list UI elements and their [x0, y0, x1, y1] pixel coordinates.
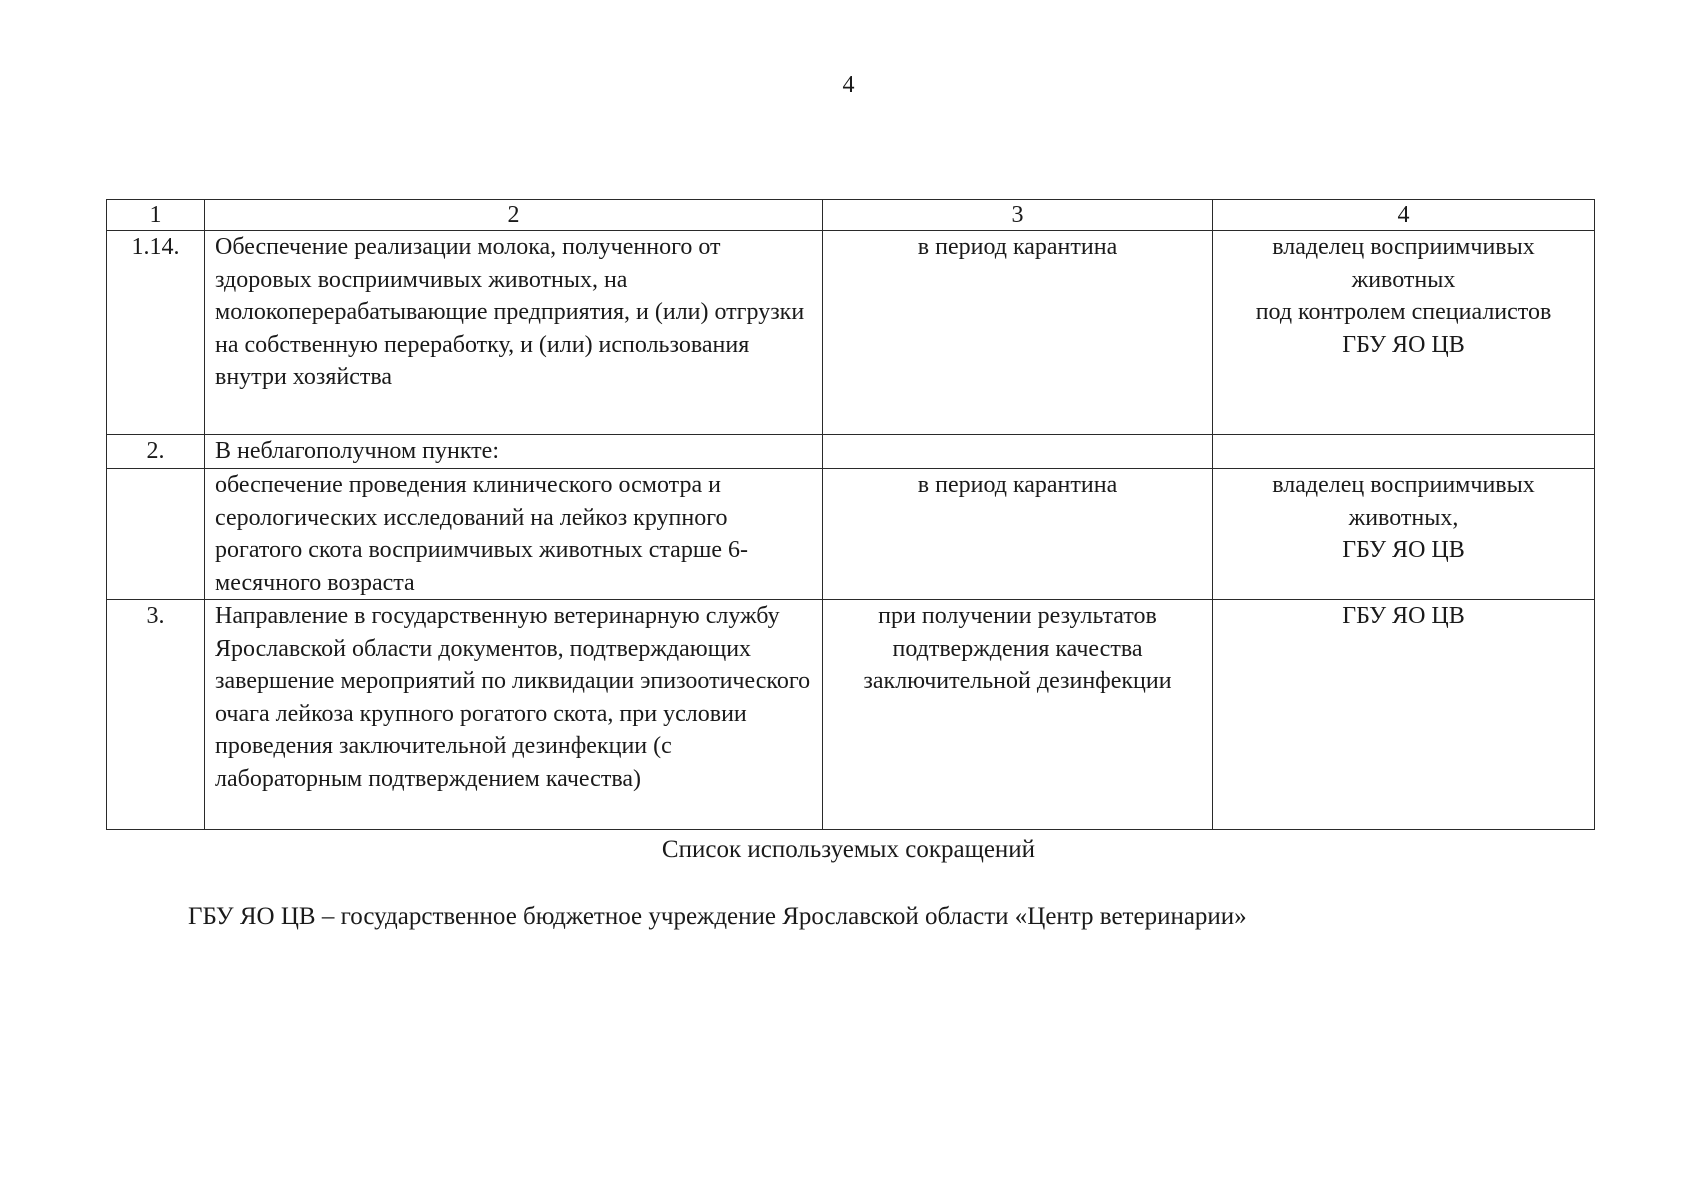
- header-cell-4: 4: [1213, 200, 1595, 231]
- header-cell-2: 2: [205, 200, 823, 231]
- table-row: [107, 469, 1595, 600]
- table-header-row: [107, 200, 1595, 231]
- measures-table: [106, 199, 1595, 830]
- row-action: обеспечение проведения клинического осмотра и серологических исследований на лейкоз крупного рогатого скота восприимчивых животных старше 6-месячного возраста: [205, 469, 823, 600]
- row-number: 1.14.: [107, 231, 205, 435]
- abbreviations-heading: Список используемых сокращений: [661, 836, 1036, 863]
- table-row: [107, 600, 1595, 830]
- row-action: Направление в государственную ветеринарную службу Ярославской области документов, подтверждающих завершение мероприятий по ликвидации эпизоотического очага лейкоза крупного рогатого скота, при условии проведения заключительной дезинфекции (с лабораторным подтверждением качества): [205, 600, 823, 830]
- header-cell-3: 3: [823, 200, 1213, 231]
- table-row: [107, 231, 1595, 435]
- row-timing: [823, 435, 1213, 469]
- table-row: [107, 435, 1595, 469]
- row-action: Обеспечение реализации молока, полученного от здоровых восприимчивых животных, на молокоперерабатывающие предприятия, и (или) отгрузки на собственную переработку, и (или) использования внутри хозяйства: [205, 231, 823, 435]
- row-timing: при получении результатов подтверждения качества заключительной дезинфекции: [823, 600, 1213, 830]
- row-responsible: владелец восприимчивых животных под контролем специалистов ГБУ ЯО ЦВ: [1213, 231, 1595, 435]
- abbreviation-item: ГБУ ЯО ЦВ – государственное бюджетное учреждение Ярославской области «Центр ветеринарии»: [188, 903, 1247, 930]
- row-number: [107, 469, 205, 600]
- row-responsible: [1213, 435, 1595, 469]
- row-action: В неблагополучном пункте:: [205, 435, 823, 469]
- row-timing: в период карантина: [823, 231, 1213, 435]
- row-responsible: ГБУ ЯО ЦВ: [1213, 600, 1595, 830]
- page-number: 4: [842, 72, 855, 98]
- header-cell-1: 1: [107, 200, 205, 231]
- row-responsible: владелец восприимчивых животных, ГБУ ЯО ЦВ: [1213, 469, 1595, 600]
- row-number: 2.: [107, 435, 205, 469]
- row-timing: в период карантина: [823, 469, 1213, 600]
- row-number: 3.: [107, 600, 205, 830]
